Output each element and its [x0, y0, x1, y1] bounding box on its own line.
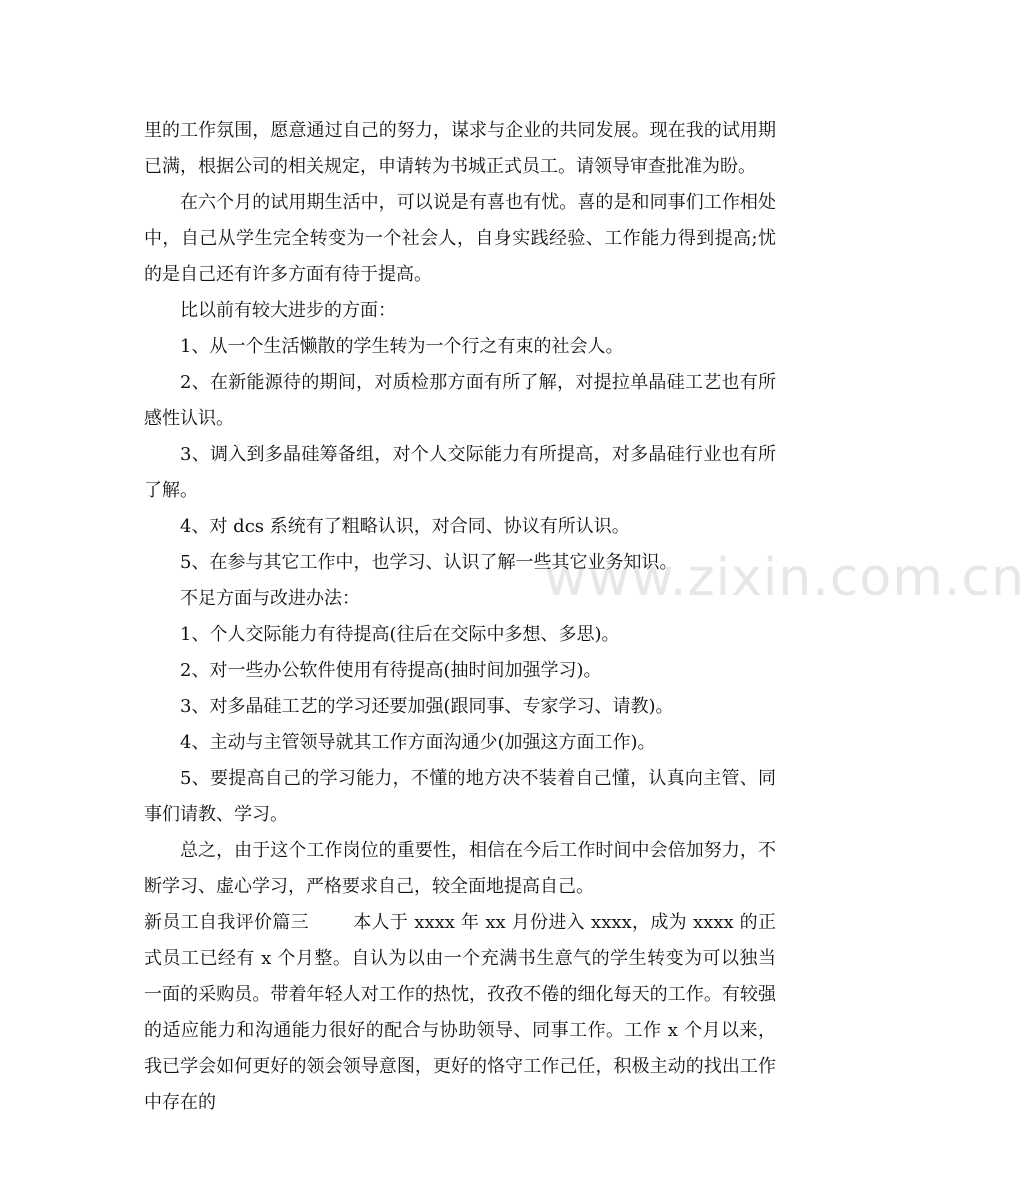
section-body: 本人于 xxxx 年 xx 月份进入 xxxx，成为 xxxx 的正式员工已经有 x 个月整。自认为以由一个充满书生意气的学生转变为可以独当一面的采购员。带着年轻人对工作的热忱，孜孜不倦的细化每天的工作。有较强的适应能力和沟通能力很好的配合与协助领导、同事工作。工作 x 个月以来，我已学会如何更好的领会领导意图，更好的恪守工作己任，积极主动的找出工作中存在的 — [144, 912, 777, 1113]
shortcoming-item-2: 2、对一些办公软件使用有待提高(抽时间加强学习)。 — [180, 660, 602, 681]
shortcoming-item-1: 1、个人交际能力有待提高(往后在交际中多想、多思)。 — [180, 624, 620, 645]
shortcoming-item-4: 4、主动与主管领导就其工作方面沟通少(加强这方面工作)。 — [180, 732, 656, 753]
watermark: www.zixin.com.cn — [544, 548, 1025, 608]
progress-item-5: 5、在参与其它工作中，也学习、认识了解一些其它业务知识。 — [180, 552, 678, 573]
list-heading-progress: 比以前有较大进步的方面： — [180, 300, 396, 321]
shortcoming-item-5: 5、要提高自己的学习能力，不懂的地方决不装着自己懂，认真向主管、同事们请教、学习。 — [144, 768, 776, 825]
paragraph-2: 在六个月的试用期生活中，可以说是有喜也有忧。喜的是和同事们工作相处中，自己从学生完全转变为一个社会人，自身实践经验、工作能力得到提高;忧的是自己还有许多方面有待于提高。 — [144, 192, 776, 285]
paragraph-1: 里的工作氛围，愿意通过自己的努力，谋求与企业的共同发展。现在我的试用期已满，根据公司的相关规定，申请转为书城正式员工。请领导审查批准为盼。 — [144, 120, 776, 177]
progress-item-1: 1、从一个生活懒散的学生转为一个行之有束的社会人。 — [180, 336, 624, 357]
progress-item-2: 2、在新能源待的期间，对质检那方面有所了解，对提拉单晶硅工艺也有所感性认识。 — [144, 372, 776, 429]
list-heading-shortcomings: 不足方面与改进办法： — [180, 588, 360, 609]
document-body — [144, 113, 776, 1121]
section-paragraph — [144, 905, 776, 1121]
section-title: 新员工自我评价篇三 — [144, 912, 309, 933]
conclusion-paragraph: 总之，由于这个工作岗位的重要性，相信在今后工作时间中会倍加努力，不断学习、虚心学习，严格要求自己，较全面地提高自己。 — [144, 840, 776, 897]
progress-item-4: 4、对 dcs 系统有了粗略认识，对合同、协议有所认识。 — [180, 516, 630, 537]
progress-item-3: 3、调入到多晶硅筹备组，对个人交际能力有所提高，对多晶硅行业也有所了解。 — [144, 444, 776, 501]
shortcoming-item-3: 3、对多晶硅工艺的学习还要加强(跟同事、专家学习、请教)。 — [180, 696, 674, 717]
